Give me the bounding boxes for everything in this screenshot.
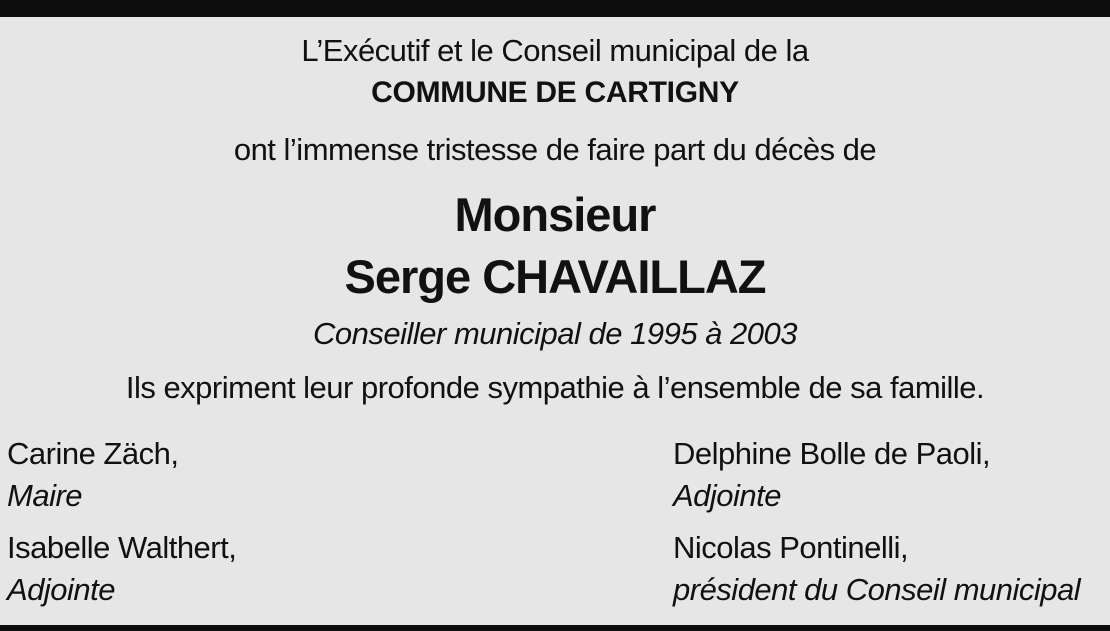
top-border [0,0,1110,17]
signatory [673,527,1080,611]
signatory-name: Nicolas Pontinelli, [673,530,909,565]
deceased-role: Conseiller municipal de 1995 à 2003 [313,316,797,351]
signatory-title: président du Conseil municipal [673,572,1081,607]
signatory [7,527,236,611]
honorific: Monsieur [454,188,656,241]
sympathy-line: Ils expriment leur profonde sympathie à l’ensemble de sa famille. [125,370,985,405]
signatory-title: Adjointe [673,478,782,513]
deceased-name: Serge CHAVAILLAZ [344,250,766,303]
announcement-line: ont l’immense tristesse de faire part du décès de [233,132,877,167]
signatory [7,433,178,517]
bottom-border [0,625,1110,631]
commune-name: COMMUNE DE CARTIGNY [371,76,739,109]
signatory-name: Isabelle Walthert, [7,530,237,565]
signatory-name: Delphine Bolle de Paoli, [673,436,991,471]
intro-line: L’Exécutif et le Conseil municipal de la [301,33,809,68]
signatory-title: Adjointe [7,572,116,607]
signatory-title: Maire [7,478,83,513]
signatory [673,433,990,517]
signatory-name: Carine Zäch, [7,436,179,471]
